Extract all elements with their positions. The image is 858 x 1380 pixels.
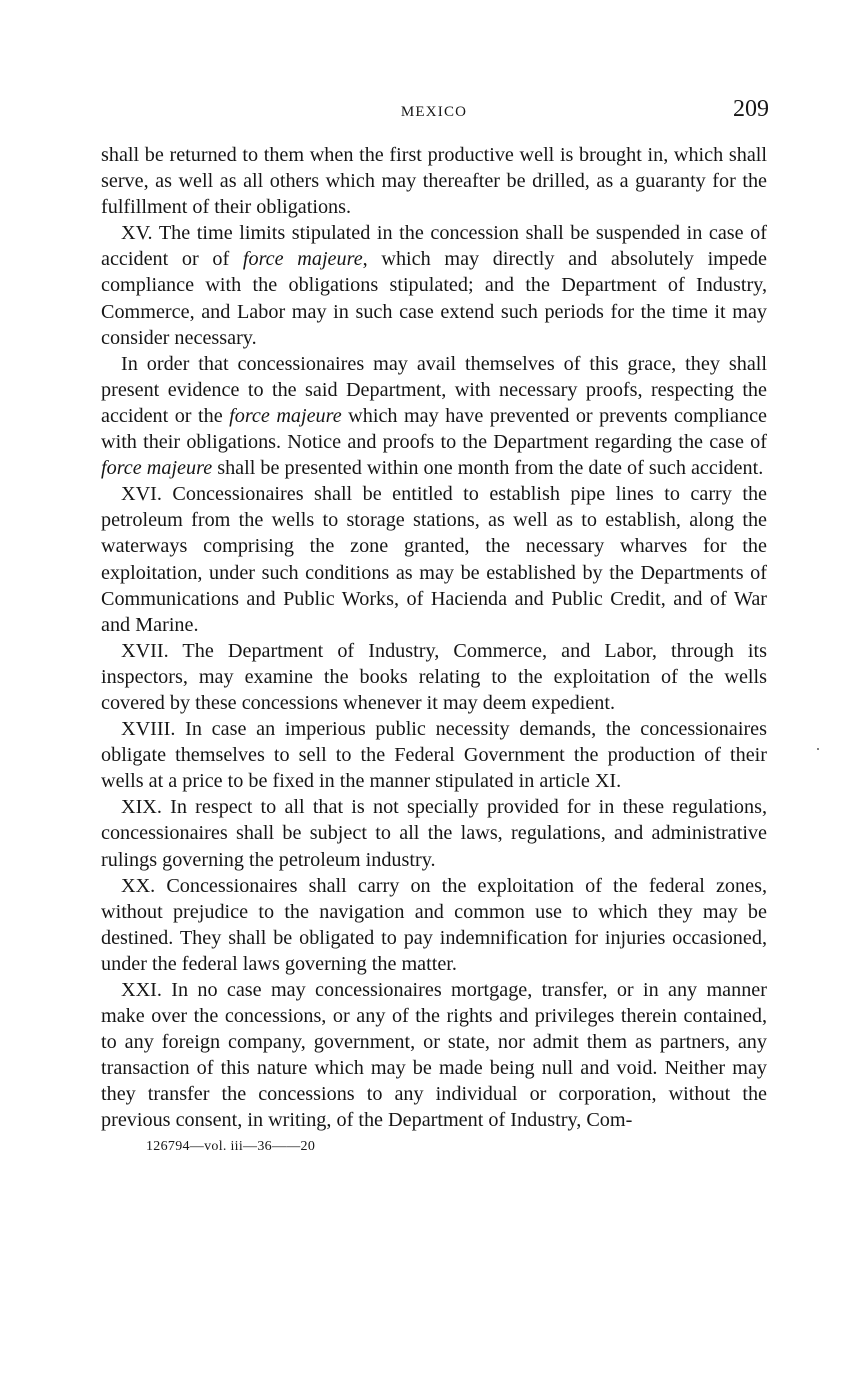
scan-speck (817, 748, 819, 750)
paragraph-article-xxi: XXI. In no case may concessionaires mortgage, transfer, or in any manner make over the concessions, or any of the rights and privileges therein contained, to any foreign company, government, or state, nor admit them as partners, any transaction of this nature which may be made being null and void. Neither may they transfer the concessions to any individual or corporation, without the previous consent, in writing, of the Department of Industry, Com- (101, 979, 767, 1132)
paragraph-article-xvi: XVI. Concessionaires shall be entitled to establish pipe lines to carry the petroleum from the wells to storage stations, as well as to establish, along the waterways comprising the zone granted, the necessary wharves for the exploitation, under such conditions as may be established by the Departments of Communications and Public Works, of Hacienda and Public Credit, and of War and Marine. (101, 483, 767, 636)
italic-term: force majeure (101, 457, 213, 480)
paragraph-article-xv: XV. The time limits stipulated in the concession shall be suspended in case of accident or of force majeure, which may directly and absolutely impede compliance with the obligations stipulated; and the Department of Industry, Commerce, and Labor may in such case extend such periods for the time it may consider necessary. (101, 222, 767, 349)
paragraph-article-xx: XX. Concessionaires shall carry on the exploitation of the federal zones, without prejudice to the navigation and common use to which they may be destined. They shall be obligated to pay indemnification for injuries occasioned, under the federal laws governing the matter. (101, 874, 767, 975)
italic-term: force majeure (229, 404, 342, 427)
paragraph-grace: In order that concessionaires may avail themselves of this grace, they shall present evidence to the said Department, with necessary proofs, respecting the accident or the force majeure which may have prevented or prevents compliance with their obligations. Notice and proofs to the Department regarding the case of force majeure shall be presented within one month from the date of such accident. (101, 352, 767, 480)
paragraph-article-xviii: XVIII. In case an imperious public necessity demands, the concessionaires obligate themselves to sell to the Federal Government the production of their wells at a price to be fixed in the manner stipulated in article XI. (101, 718, 767, 793)
page-header (101, 96, 767, 130)
body-text (101, 142, 767, 1134)
paragraph-article-xvii: XVII. The Department of Industry, Commerce, and Labor, through its inspectors, may examine the books relating to the exploitation of the wells covered by these concessions whenever it may deem expedient. (101, 639, 767, 714)
paragraph-continuation: shall be returned to them when the first productive well is brought in, which shall serve, as well as all others which may thereafter be drilled, as a guaranty for the fulfillment of their obligations. (101, 144, 767, 219)
book-page (101, 96, 767, 1155)
page-number: 209 (733, 96, 769, 122)
running-head: MEXICO (400, 104, 468, 120)
italic-term: force majeure (242, 248, 363, 271)
printer-signature: 126794—vol. iii—36——20 (146, 1138, 316, 1154)
paragraph-article-xix: XIX. In respect to all that is not specially provided for in these regulations, concessionaires shall be subject to all the laws, regulations, and administrative rulings governing the petroleum industry. (101, 796, 767, 871)
